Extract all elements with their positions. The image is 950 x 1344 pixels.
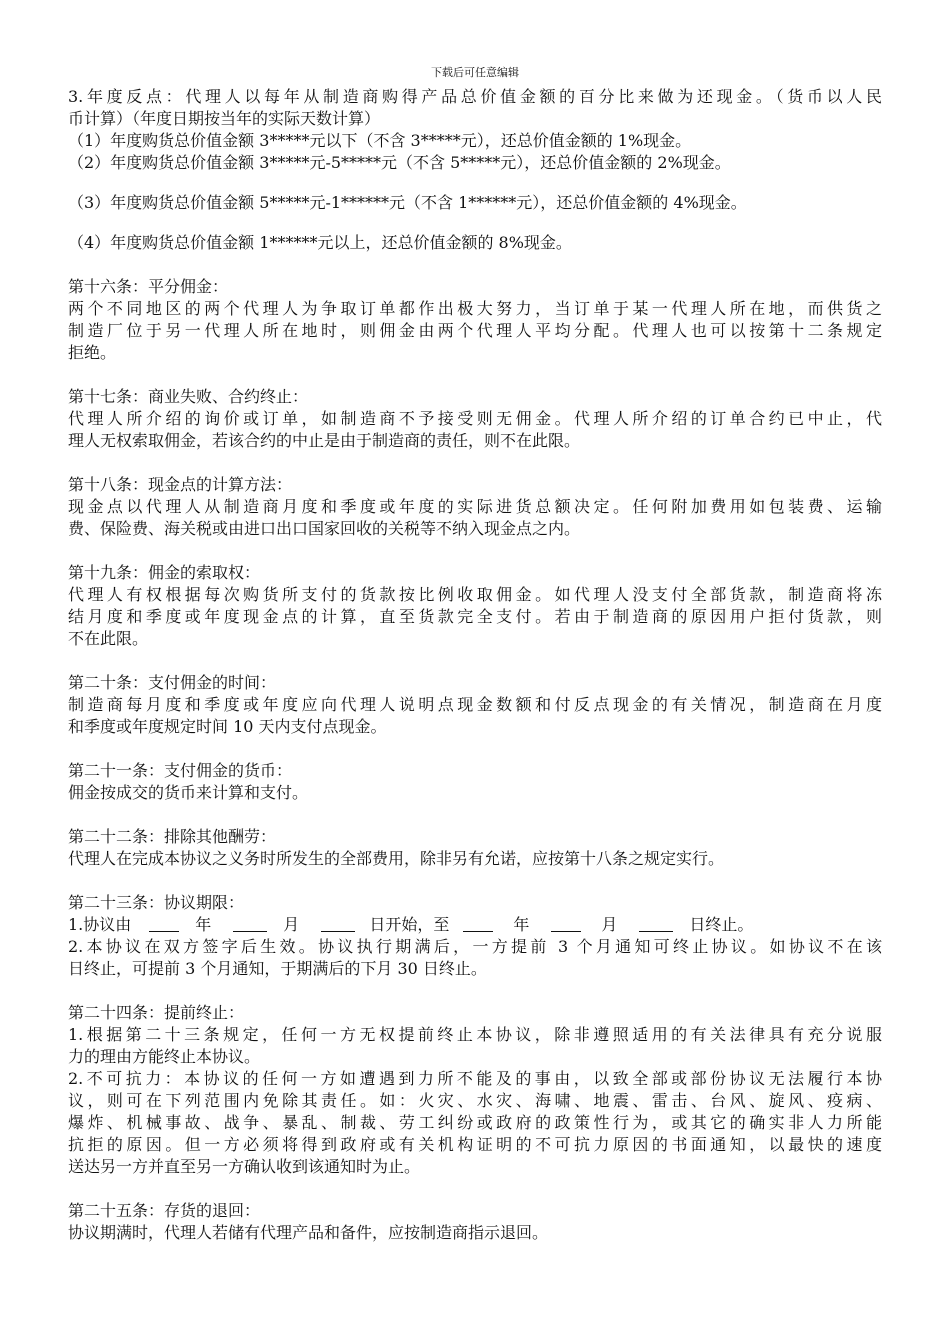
paragraph-line: 费、保险费、海关税或由进口出口国家回收的关税等不纳入现金点之内。 — [68, 519, 581, 538]
start-year-blank[interactable] — [149, 915, 179, 932]
start-label: 日开始，至 — [369, 915, 450, 934]
list-item: （1）年度购货总价值金额 3*****元以下（不含 3*****元），还总价值金额的 1%现金。 — [68, 131, 692, 150]
article-title: 第十八条：现金点的计算方法： — [68, 475, 293, 494]
document-body — [68, 86, 882, 1244]
article-18-section — [68, 474, 882, 540]
article-16-section — [68, 276, 882, 364]
paragraph-line: 佣金按成交的货币来计算和支付。 — [68, 783, 309, 802]
article-title: 第十七条：商业失败、合约终止： — [68, 387, 309, 406]
article-title: 第二十二条：排除其他酬劳： — [68, 827, 277, 846]
article-title: 第二十条：支付佣金的时间： — [68, 673, 277, 692]
paragraph-line: 代理人有权根据每次购货所支付的货款按比例收取佣金。如代理人没支付全部货款，制造商将冻 — [68, 585, 882, 604]
list-item: （2）年度购货总价值金额 3*****元-5*****元（不含 5*****元），还总价值金额的 2%现金。 — [68, 153, 731, 172]
paragraph-line: 爆炸、机械事故、战争、暴乱、制裁、劳工纠纷或政府的政策性行为，或其它的确实非人力所能 — [68, 1113, 882, 1132]
start-day-blank[interactable] — [321, 915, 355, 932]
article-22-section — [68, 826, 882, 870]
article-25-section — [68, 1200, 882, 1244]
article-17-section — [68, 386, 882, 452]
article-23-section — [68, 892, 882, 980]
paragraph-line: 币计算）（年度日期按当年的实际天数计算） — [68, 109, 381, 128]
article-title: 第二十三条：协议期限： — [68, 893, 245, 912]
paragraph-line: 结月度和季度或年度现金点的计算，直至货款完全支付。若由于制造商的原因用户拒付货款，则 — [68, 607, 882, 626]
paragraph-line: 理人无权索取佣金，若该合约的中止是由于制造商的责任，则不在此限。 — [68, 431, 581, 450]
year-label: 年 — [513, 915, 530, 934]
month-label: 月 — [601, 915, 618, 934]
paragraph-line: 协议期满时，代理人若储有代理产品和备件，应按制造商指示退回。 — [68, 1223, 549, 1242]
paragraph-line: 日终止，可提前 3 个月通知，于期满后的下月 30 日终止。 — [68, 959, 487, 978]
paragraph-line: 送达另一方并直至另一方确认收到该通知时为止。 — [68, 1157, 421, 1176]
paragraph-line: 1.根据第二十三条规定，任何一方无权提前终止本协议，除非遵照适用的有关法律具有充分说服 — [68, 1025, 882, 1044]
term-prefix: 1.协议由 — [68, 915, 132, 934]
list-item: （4）年度购货总价值金额 1******元以上，还总价值金额的 8%现金。 — [68, 233, 572, 252]
paragraph-line: 现金点以代理人从制造商月度和季度或年度的实际进货总额决定。任何附加费用如包装费、运输 — [68, 497, 882, 516]
page-header: 下载后可任意编辑 — [431, 66, 519, 79]
article-15-section — [68, 86, 882, 254]
year-label: 年 — [195, 915, 212, 934]
paragraph-line: 2.不可抗力：本协议的任何一方如遭遇到力所不能及的事由，以致全部或部份协议无法履行本协 — [68, 1069, 882, 1088]
article-title: 第二十一条：支付佣金的货币： — [68, 761, 293, 780]
list-item: （3）年度购货总价值金额 5*****元-1******元（不含 1******元），还总价值金额的 4%现金。 — [68, 193, 747, 212]
paragraph-line: 拒绝。 — [68, 343, 117, 362]
paragraph-line: 抗拒的原因。但一方必须将得到政府或有关机构证明的不可抗力原因的书面通知，以最快的速度 — [68, 1135, 882, 1154]
paragraph-line: 制造商每月度和季度或年度应向代理人说明点现金数额和付反点现金的有关情况，制造商在月度 — [68, 695, 882, 714]
end-year-blank[interactable] — [463, 915, 493, 932]
article-20-section — [68, 672, 882, 738]
paragraph-line: 议，则可在下列范围内免除其责任。如：火灾、水灾、海啸、地震、雷击、台风、旋风、疫病、 — [68, 1091, 882, 1110]
start-month-blank[interactable] — [233, 915, 267, 932]
paragraph-line: 2.本协议在双方签字后生效。协议执行期满后，一方提前 3 个月通知可终止协议。如协议不在该 — [68, 937, 882, 956]
agreement-term-line — [68, 914, 882, 936]
paragraph-line: 和季度或年度规定时间 10 天内支付点现金。 — [68, 717, 387, 736]
end-day-blank[interactable] — [639, 915, 673, 932]
article-19-section — [68, 562, 882, 650]
article-title: 第二十五条：存货的退回： — [68, 1201, 261, 1220]
paragraph-line: 代理人在完成本协议之义务时所发生的全部费用，除非另有允诺，应按第十八条之规定实行。 — [68, 849, 725, 868]
article-title: 第十九条：佣金的索取权： — [68, 563, 261, 582]
article-title: 第十六条：平分佣金： — [68, 277, 229, 296]
article-title: 第二十四条：提前终止： — [68, 1003, 245, 1022]
month-label: 月 — [283, 915, 300, 934]
end-month-blank[interactable] — [551, 915, 581, 932]
paragraph-line: 制造厂位于另一代理人所在地时，则佣金由两个代理人平均分配。代理人也可以按第十二条规定 — [68, 321, 882, 340]
paragraph-line: 两个不同地区的两个代理人为争取订单都作出极大努力，当订单于某一代理人所在地，而供货之 — [68, 299, 882, 318]
paragraph-line: 力的理由方能终止本协议。 — [68, 1047, 261, 1066]
article-21-section — [68, 760, 882, 804]
paragraph-line: 不在此限。 — [68, 629, 149, 648]
end-label: 日终止。 — [689, 915, 754, 934]
article-24-section — [68, 1002, 882, 1178]
paragraph-line: 代理人所介绍的询价或订单，如制造商不予接受则无佣金。代理人所介绍的订单合约已中止，代 — [68, 409, 882, 428]
paragraph-line: 3.年度反点：代理人以每年从制造商购得产品总价值金额的百分比来做为还现金。（货币以人民 — [68, 87, 882, 106]
